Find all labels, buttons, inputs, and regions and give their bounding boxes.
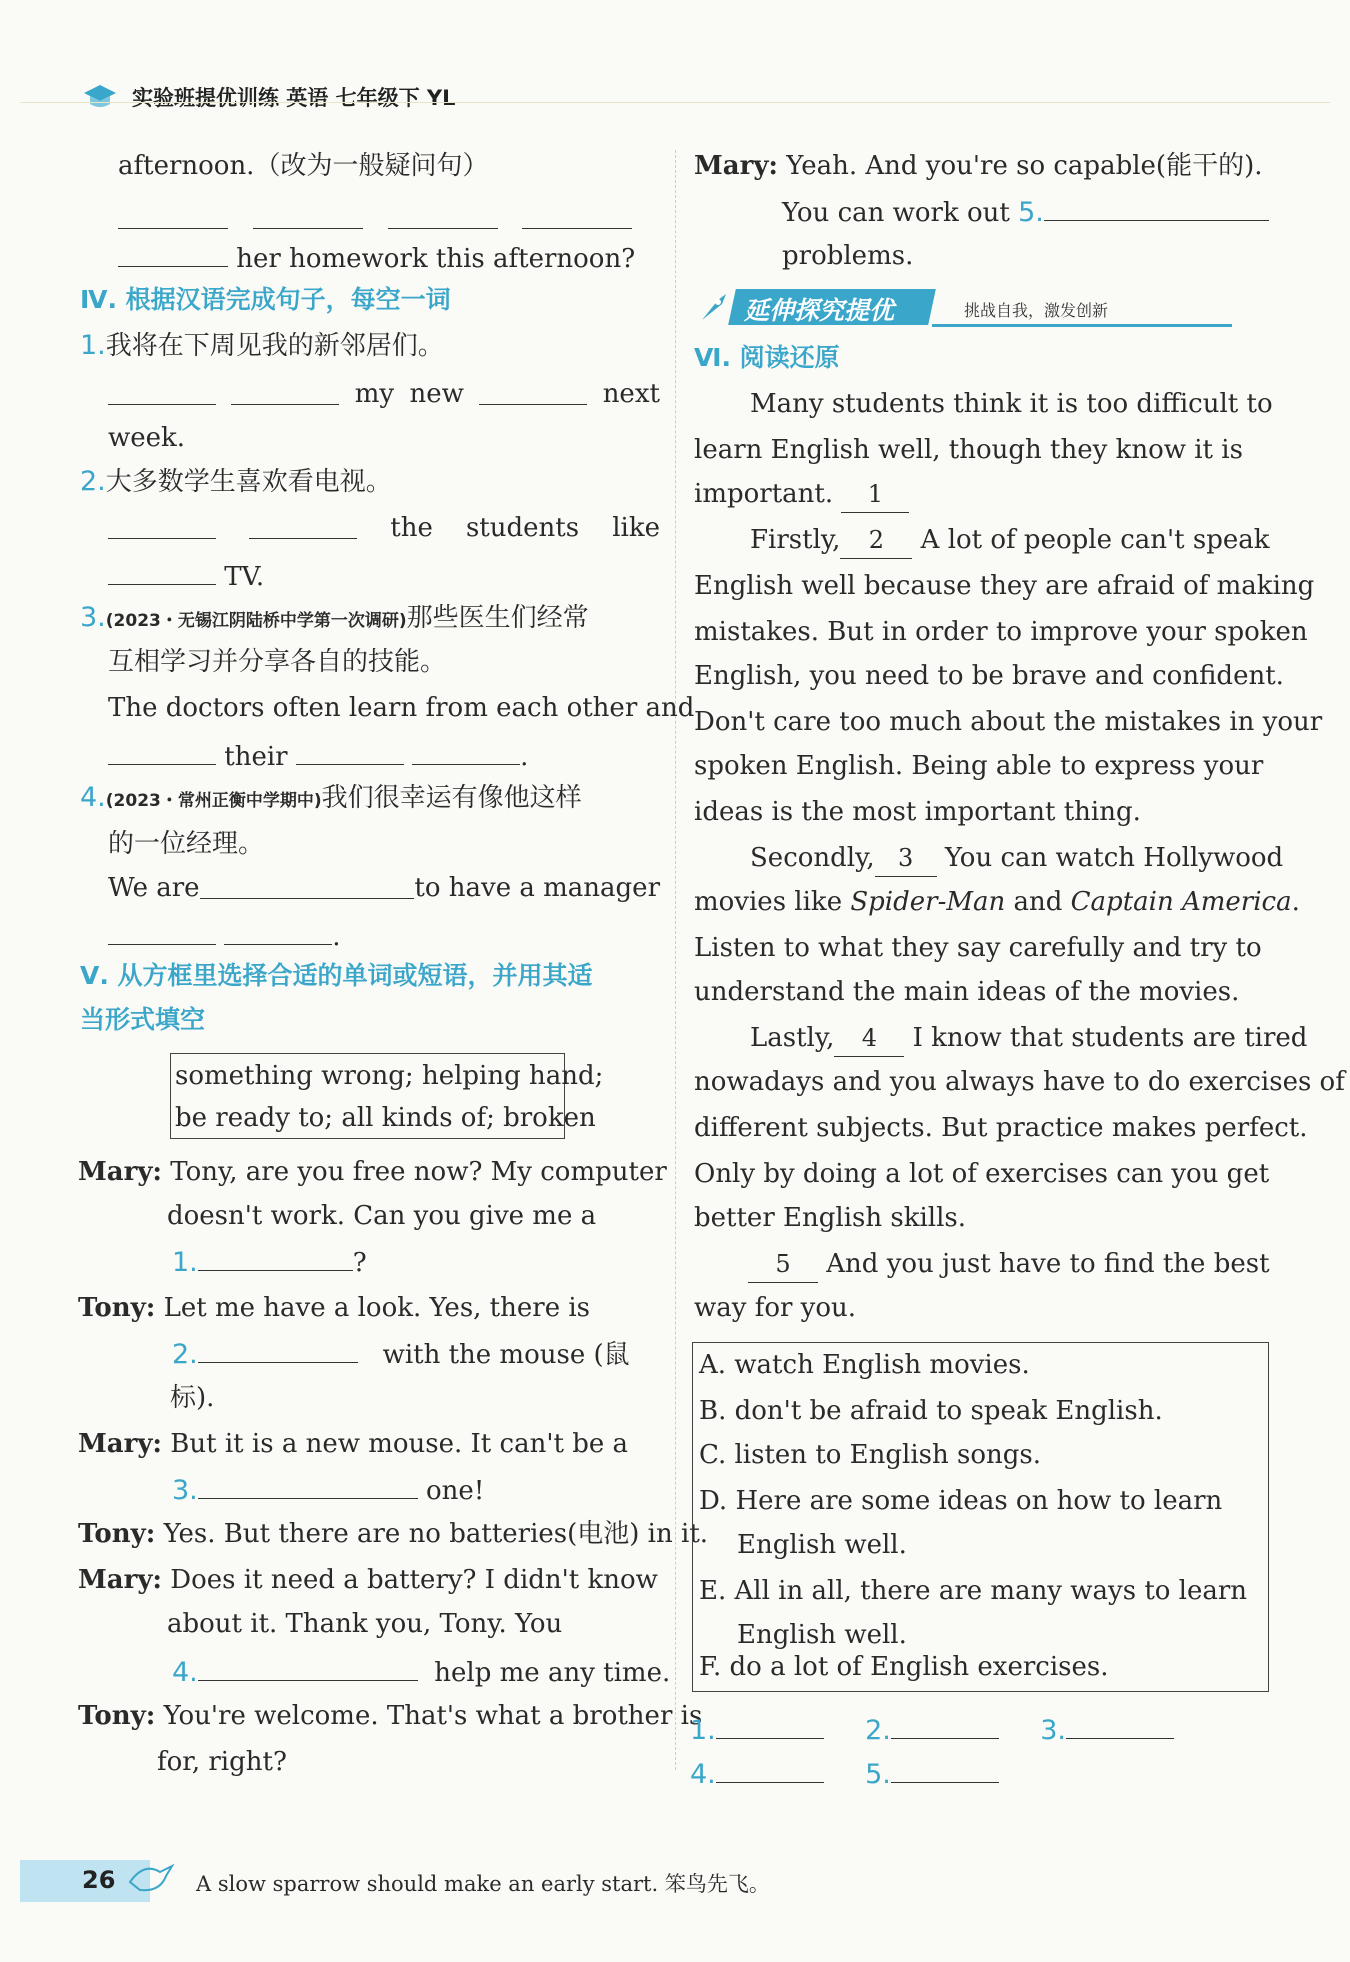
dialogue-line: for, right? (157, 1747, 287, 1777)
passage-line: Lastly, 4 I know that students are tired (750, 1020, 1307, 1057)
answer-blanks-row (118, 200, 632, 239)
dialogue-line: Mary: Does it need a battery? I didn't know (78, 1565, 658, 1595)
dialogue-line: Tony: You're welcome. That's what a brother is (78, 1701, 703, 1731)
dialogue-line: doesn't work. Can you give me a (167, 1201, 597, 1231)
question-3: 3.(2023・无锡江阴陆桥中学第一次调研)那些医生们经常 (80, 602, 589, 633)
extension-banner (692, 286, 1240, 328)
page-number: 26 (82, 1866, 116, 1894)
word-box-line: something wrong; helping hand; (175, 1061, 604, 1091)
text-line: week. (108, 423, 186, 453)
text-line: afternoon.（改为一般疑问句） (118, 151, 489, 181)
text-line: We are to have a manager (108, 870, 660, 906)
graduation-cap-icon (82, 83, 118, 111)
option-e-cont: English well. (737, 1620, 907, 1650)
passage-line: English, you need to be brave and confident. (694, 661, 1284, 691)
option-d-cont: English well. (737, 1530, 907, 1560)
section-4-title: Ⅳ. 根据汉语完成句子，每空一词 (80, 285, 451, 314)
passage-line: movies like Spider-Man and Captain America. (694, 887, 1300, 917)
section-5-title: Ⅴ. 从方框里选择合适的单词或短语，并用其适 (80, 961, 593, 990)
option-d: D. Here are some ideas on how to learn (699, 1486, 1223, 1516)
text-line: TV. (108, 556, 264, 595)
dialogue-line: 3. one! (172, 1470, 484, 1509)
text-line: . (108, 916, 341, 955)
dialogue-line: problems. (782, 241, 914, 271)
question-1: 1.我将在下周见我的新邻居们。 (80, 330, 444, 361)
text-line: her homework this afternoon? (118, 238, 635, 277)
bird-icon (126, 1858, 176, 1898)
word-box (170, 1053, 604, 1139)
passage-line: English well because they are afraid of making (694, 571, 1315, 601)
text-line: the students like (108, 510, 660, 546)
passage-line: learn English well, though they know it is (694, 435, 1243, 465)
passage-line: Listen to what they say carefully and try to (694, 933, 1262, 963)
passage-line: different subjects. But practice makes perfect. (694, 1113, 1308, 1143)
answer-row: 4. 5. (690, 1754, 999, 1793)
dialogue-line: 4. help me any time. (172, 1652, 670, 1691)
passage-line: Secondly, 3 You can watch Hollywood (750, 840, 1283, 877)
dialogue-line: Tony: Yes. But there are no batteries(电池) in it. (78, 1519, 709, 1549)
passage-line: way for you. (694, 1293, 857, 1323)
dialogue-line: 2. with the mouse (鼠 (172, 1334, 630, 1373)
passage-line: ideas is the most important thing. (694, 797, 1141, 827)
passage-line: Firstly, 2 A lot of people can't speak (750, 522, 1270, 559)
dialogue-line: Mary: Yeah. And you're so capable(能干的). (694, 151, 1263, 181)
dialogue-line: Mary: But it is a new mouse. It can't be a (78, 1429, 628, 1459)
option-f: F. do a lot of English exercises. (699, 1652, 1109, 1682)
banner-subtitle: 挑战自我，激发创新 (964, 301, 1109, 320)
question-2: 2.大多数学生喜欢看电视。 (80, 466, 392, 497)
passage-line: important. 1 (694, 476, 909, 513)
question-4: 4.(2023・常州正衡中学期中)我们很幸运有像他这样 (80, 782, 582, 813)
option-a: A. watch English movies. (699, 1350, 1030, 1380)
section-5-title-cont: 当形式填空 (80, 1005, 206, 1034)
dialogue-line: 标). (170, 1383, 215, 1413)
passage-line: understand the main ideas of the movies. (694, 977, 1240, 1007)
passage-line: Many students think it is too difficult to (750, 389, 1273, 419)
passage-line: nowadays and you always have to do exercises of (694, 1067, 1345, 1097)
word-box-line: be ready to; all kinds of; broken (175, 1103, 596, 1133)
dialogue-line: Tony: Let me have a look. Yes, there is (78, 1293, 591, 1323)
section-6-title: Ⅵ. 阅读还原 (694, 343, 840, 372)
answer-row: 1. 2. 3. (690, 1710, 1174, 1749)
passage-line: mistakes. But in order to improve your spoken (694, 617, 1308, 647)
text-line: 互相学习并分享各自的技能。 (108, 647, 447, 677)
dialogue-line: Mary: Tony, are you free now? My computer (78, 1157, 667, 1187)
page-header (82, 82, 456, 112)
dialogue-line: about it. Thank you, Tony. You (167, 1609, 563, 1639)
passage-line: Only by doing a lot of exercises can you get (694, 1159, 1270, 1189)
passage-line: 5 And you just have to find the best (748, 1246, 1270, 1283)
text-line: The doctors often learn from each other and (108, 693, 695, 723)
banner-title: 延伸探究提优 (744, 296, 895, 325)
rocket-icon (696, 290, 732, 324)
header-title: 实验班提优训练 英语 七年级下 YL (132, 86, 456, 110)
option-e: E. All in all, there are many ways to learn (699, 1576, 1248, 1606)
text-line: 的一位经理。 (108, 829, 265, 859)
text-line: my new next (108, 376, 660, 412)
header-rule (20, 102, 1330, 103)
text-line: their . (108, 736, 528, 775)
passage-line: Don't care too much about the mistakes in your (694, 707, 1323, 737)
dialogue-line: 1. ? (172, 1242, 367, 1281)
option-c: C. listen to English songs. (699, 1440, 1042, 1470)
options-box (692, 1342, 1269, 1692)
footer-proverb: A slow sparrow should make an early start. 笨鸟先飞。 (196, 1872, 770, 1896)
option-b: B. don't be afraid to speak English. (699, 1396, 1163, 1426)
passage-line: spoken English. Being able to express your (694, 751, 1264, 781)
dialogue-line: You can work out 5. (782, 192, 1269, 231)
passage-line: better English skills. (694, 1203, 967, 1233)
